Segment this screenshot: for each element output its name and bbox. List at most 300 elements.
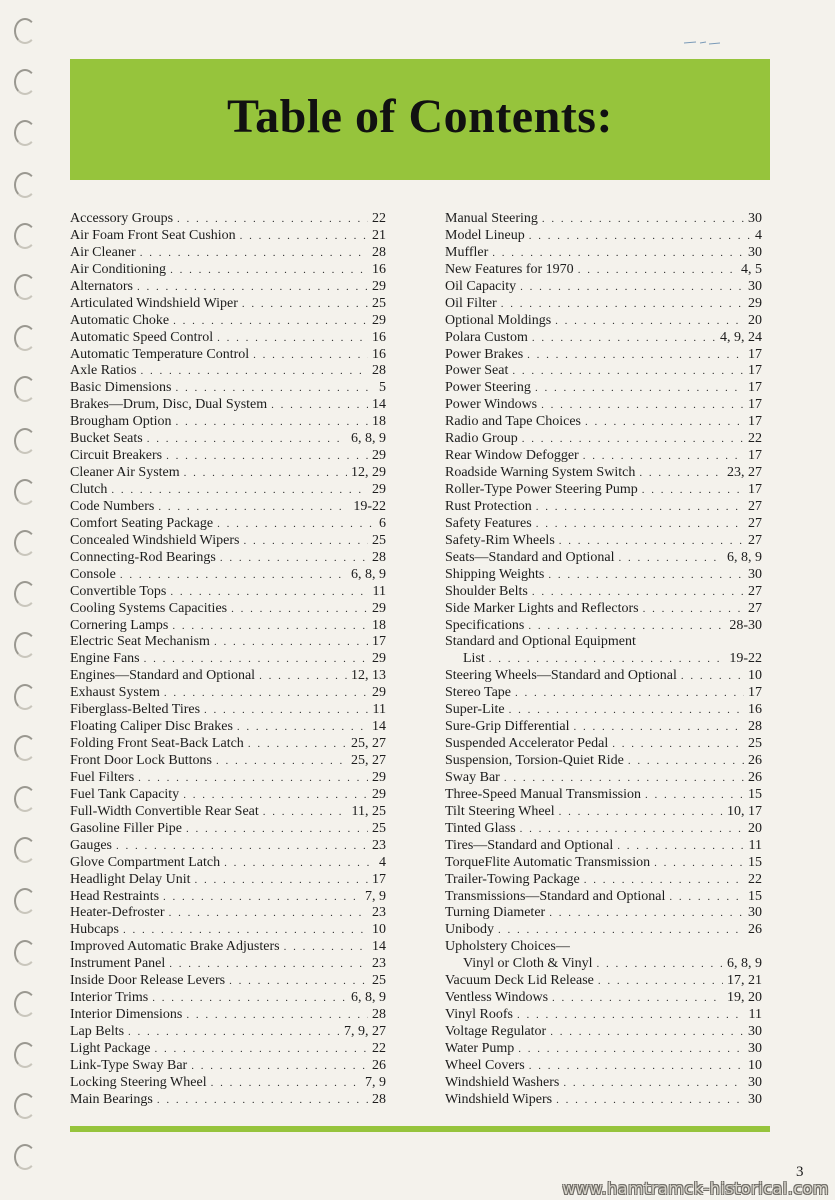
toc-entry	[70, 668, 386, 685]
dot-leader	[157, 1092, 368, 1109]
toc-entry-page: 15	[748, 854, 762, 870]
toc-entry	[70, 448, 386, 465]
toc-entry-title: Power Steering	[445, 380, 531, 396]
toc-entry-title: Head Restraints	[70, 888, 160, 904]
toc-entry	[445, 414, 762, 431]
toc-entry	[70, 245, 386, 262]
title-banner	[70, 59, 770, 180]
dot-leader	[522, 431, 744, 448]
binder-hole	[14, 172, 36, 198]
dot-leader	[271, 397, 368, 414]
toc-entry	[445, 855, 762, 872]
toc-entry	[70, 990, 386, 1007]
dot-leader	[529, 1058, 744, 1075]
dot-leader	[170, 262, 368, 279]
toc-entry	[70, 211, 386, 228]
toc-entry-page: 29	[372, 600, 386, 616]
dot-leader	[116, 838, 368, 855]
toc-entry-page: 7, 9	[365, 1074, 386, 1090]
toc-entry-page: 7, 9	[365, 888, 386, 904]
toc-entry-title: Light Package	[70, 1040, 151, 1056]
toc-entry-page: 25, 27	[351, 753, 386, 768]
toc-entry	[70, 770, 386, 787]
toc-entry-title: Brougham Option	[70, 414, 172, 430]
toc-entry-page: 11	[748, 1007, 762, 1023]
toc-entry-page: 19, 20	[727, 990, 762, 1006]
toc-entry	[445, 347, 762, 364]
toc-entry-page: 27	[748, 532, 762, 548]
dot-leader	[216, 753, 347, 770]
toc-entry-page: 11	[372, 583, 386, 599]
dot-leader	[509, 702, 744, 719]
toc-entry-page: 17	[748, 414, 762, 430]
toc-entry-title: Cleaner Air System	[70, 465, 180, 481]
binder-hole	[14, 120, 36, 146]
toc-entry-page: 25	[372, 820, 386, 836]
toc-entry-title: Muffler	[445, 244, 489, 260]
toc-entry	[70, 414, 386, 431]
toc-entry-title: Rust Protection	[445, 498, 532, 514]
dot-leader	[259, 668, 347, 685]
toc-entry	[445, 516, 762, 533]
toc-entry-page: 29	[372, 769, 386, 785]
toc-entry-page: 25, 27	[351, 736, 386, 752]
toc-entry-title: Axle Ratios	[70, 363, 137, 379]
toc-column-right	[445, 211, 762, 1109]
dot-leader	[552, 990, 723, 1007]
dot-leader	[120, 567, 347, 584]
toc-entry-title: Gasoline Filler Pipe	[70, 820, 182, 836]
dot-leader	[492, 245, 744, 262]
toc-entry-page: 17	[748, 363, 762, 379]
dot-leader	[518, 1041, 744, 1058]
toc-entry	[445, 380, 762, 397]
toc-entry-title: Trailer-Towing Package	[445, 871, 580, 887]
toc-entry-page: 17	[748, 397, 762, 413]
toc-entry-page: 14	[372, 939, 386, 955]
toc-entry-title: Basic Dimensions	[70, 380, 172, 396]
toc-entry-title: Safety Features	[445, 515, 532, 531]
toc-entry	[445, 838, 762, 855]
dot-leader	[532, 584, 744, 601]
toc-entry-page: 18	[372, 414, 386, 430]
binder-hole	[14, 735, 36, 761]
toc-entry	[445, 736, 762, 753]
toc-entry	[70, 347, 386, 364]
toc-entry-title: Automatic Temperature Control	[70, 346, 250, 362]
dot-leader	[220, 550, 368, 567]
toc-entry-page: 10, 17	[727, 803, 762, 819]
toc-entry-page: 29	[372, 312, 386, 328]
toc-entry-title: Gauges	[70, 837, 112, 853]
toc-entry	[445, 533, 762, 550]
toc-entry-page: 17	[372, 634, 386, 650]
toc-entry-page: 27	[748, 498, 762, 514]
toc-entry	[445, 296, 762, 313]
binder-hole	[14, 940, 36, 966]
toc-entry	[70, 618, 386, 635]
toc-entry	[445, 550, 762, 567]
toc-entry-title: Link-Type Sway Bar	[70, 1057, 188, 1073]
dot-leader	[111, 482, 368, 499]
toc-entry	[70, 431, 386, 448]
toc-entry-page: 30	[748, 211, 762, 226]
toc-entry-page: 27	[748, 583, 762, 599]
toc-entry	[70, 1092, 386, 1109]
toc-entry	[445, 753, 762, 770]
toc-entry-title: Power Brakes	[445, 346, 524, 362]
toc-entry-page: 23	[372, 837, 386, 853]
binder-hole	[14, 428, 36, 454]
toc-entry	[445, 211, 762, 228]
toc-entry-title: Alternators	[70, 278, 133, 294]
dot-leader	[217, 330, 368, 347]
toc-entry-title: Safety-Rim Wheels	[445, 532, 555, 548]
dot-leader	[152, 990, 347, 1007]
toc-entry-title: Fuel Filters	[70, 769, 135, 785]
toc-entry	[70, 567, 386, 584]
toc-entry	[70, 296, 386, 313]
toc-entry-title: Seats—Standard and Optional	[445, 549, 615, 565]
toc-entry	[445, 1092, 762, 1109]
dot-leader	[532, 330, 716, 347]
toc-entry-title: Glove Compartment Latch	[70, 854, 221, 870]
toc-entry-page: 10	[372, 922, 386, 938]
toc-entry-page: 30	[748, 1074, 762, 1090]
binder-hole	[14, 69, 36, 95]
toc-entry-title: Tilt Steering Wheel	[445, 803, 555, 819]
dot-leader	[147, 431, 347, 448]
toc-entry-title: Sure-Grip Differential	[445, 719, 570, 735]
dot-leader	[144, 651, 368, 668]
toc-entry	[70, 313, 386, 330]
dot-leader	[542, 211, 744, 228]
toc-entry	[70, 685, 386, 702]
toc-entry	[70, 1024, 386, 1041]
toc-entry	[445, 262, 762, 279]
dot-leader	[643, 601, 744, 618]
toc-entry-page: 25	[372, 973, 386, 989]
toc-entry-page: 6	[379, 515, 386, 531]
toc-entry-page: 4	[755, 227, 762, 243]
toc-entry-title: Shipping Weights	[445, 566, 545, 582]
dot-leader	[164, 685, 368, 702]
toc-column-left	[70, 211, 386, 1109]
dot-leader	[642, 482, 744, 499]
toc-entry-title: Locking Steering Wheel	[70, 1074, 207, 1090]
toc-entry-page: 22	[372, 1040, 386, 1056]
toc-entry-title: Full-Width Convertible Rear Seat	[70, 803, 259, 819]
toc-entry-page: 12, 29	[351, 465, 386, 481]
dot-leader	[253, 347, 368, 364]
toc-entry-page: 16	[372, 329, 386, 345]
dot-leader	[229, 973, 368, 990]
dot-leader	[214, 634, 368, 651]
binder-hole	[14, 888, 36, 914]
toc-entry	[445, 973, 762, 990]
toc-entry-title: Console	[70, 566, 116, 582]
dot-leader	[123, 922, 368, 939]
dot-leader	[217, 516, 375, 533]
toc-entry-title: Electric Seat Mechanism	[70, 634, 210, 650]
toc-entry	[70, 956, 386, 973]
toc-entry-page: 4, 9, 24	[720, 329, 762, 345]
toc-entry-title: Cooling Systems Capacities	[70, 600, 228, 616]
toc-entry-page: 17	[748, 482, 762, 497]
toc-entry-page: 29	[372, 786, 386, 802]
toc-entry	[70, 736, 386, 753]
toc-entry-title: Suspended Accelerator Pedal	[445, 736, 609, 752]
toc-entry	[70, 787, 386, 804]
toc-entry-page: 28	[372, 244, 386, 260]
toc-entry	[445, 685, 762, 702]
toc-entry-page: 14	[372, 397, 386, 413]
bottom-rule	[70, 1126, 770, 1132]
toc-entry	[70, 872, 386, 889]
toc-entry	[70, 380, 386, 397]
dot-leader	[140, 245, 368, 262]
toc-entry-page: 29	[372, 278, 386, 294]
toc-entry-title: Standard and Optional Equipment	[445, 634, 636, 650]
toc-entry-title: Brakes—Drum, Disc, Dual System	[70, 397, 268, 413]
dot-leader	[504, 770, 744, 787]
dot-leader	[512, 363, 744, 380]
toc-entry	[70, 821, 386, 838]
dot-leader	[137, 279, 368, 296]
dot-leader	[628, 753, 744, 770]
toc-entry	[445, 1075, 762, 1092]
toc-entry-title: Lap Belts	[70, 1024, 125, 1039]
binder-hole	[14, 530, 36, 556]
toc-entry-page: 25	[372, 295, 386, 311]
page-number: 3	[796, 1164, 804, 1180]
toc-entry-title: Voltage Regulator	[445, 1024, 547, 1039]
toc-entry	[445, 618, 762, 635]
toc-entry-page: 14	[372, 719, 386, 735]
toc-entry-title: Water Pump	[445, 1040, 515, 1056]
toc-entry	[445, 651, 762, 668]
toc-entry-title: New Features for 1970	[445, 261, 574, 277]
toc-entry-page: 30	[748, 1024, 762, 1039]
dot-leader	[204, 702, 368, 719]
toc-entry-page: 17, 21	[727, 973, 762, 989]
toc-entry-page: 16	[372, 346, 386, 362]
binder-holes	[14, 18, 44, 1188]
toc-entry	[70, 482, 386, 499]
dot-leader	[172, 618, 368, 635]
toc-entry-title: Power Seat	[445, 363, 509, 379]
binder-hole	[14, 581, 36, 607]
toc-entry	[70, 905, 386, 922]
toc-entry-title: Floating Caliper Disc Brakes	[70, 719, 233, 735]
toc-entry-title: Three-Speed Manual Transmission	[445, 786, 641, 802]
toc-entry	[445, 1058, 762, 1075]
toc-entry	[70, 753, 386, 770]
toc-entry-page: 28	[748, 719, 762, 735]
toc-entry-title: Ventless Windows	[445, 990, 549, 1006]
toc-entry-title: Vacuum Deck Lid Release	[445, 973, 594, 989]
dot-leader	[240, 228, 368, 245]
dot-leader	[176, 414, 369, 431]
toc-entry-page: 29	[372, 448, 386, 464]
toc-entry-page: 16	[748, 702, 762, 718]
toc-entry-title: Windshield Wipers	[445, 1091, 553, 1107]
dot-leader	[191, 1058, 368, 1075]
toc-entry-title: Tires—Standard and Optional	[445, 837, 614, 853]
toc-entry-title: Radio and Tape Choices	[445, 414, 582, 430]
toc-entry	[445, 601, 762, 618]
toc-entry-page: 19-22	[353, 498, 386, 514]
toc-entry-page: 17	[748, 685, 762, 701]
toc-entry-title: Oil Filter	[445, 295, 497, 311]
toc-entry-page: 27	[748, 600, 762, 616]
watermark: www.hamtramck-historical.com	[562, 1179, 829, 1198]
toc-entry	[445, 228, 762, 245]
toc-entry	[70, 279, 386, 296]
toc-entry-page: 6, 8, 9	[727, 956, 762, 972]
toc-entry-title: Power Windows	[445, 397, 538, 413]
toc-entry	[70, 499, 386, 516]
toc-entry-page: 20	[748, 820, 762, 836]
toc-entry	[445, 889, 762, 906]
dot-leader	[224, 855, 375, 872]
toc-entry-page: 26	[748, 769, 762, 785]
dot-leader	[549, 905, 744, 922]
toc-entry-page: 4	[379, 854, 386, 870]
binder-hole	[14, 837, 36, 863]
toc-entry-title: Transmissions—Standard and Optional	[445, 888, 666, 904]
toc-entry-title: Hubcaps	[70, 922, 119, 938]
toc-entry	[70, 533, 386, 550]
toc-entry	[70, 702, 386, 719]
toc-entry	[445, 905, 762, 922]
toc-entry	[445, 448, 762, 465]
toc-entry-page: 25	[372, 532, 386, 548]
dot-leader	[138, 770, 368, 787]
toc-entry-title: Upholstery Choices—	[445, 939, 570, 955]
toc-entry-page: 6, 8, 9	[351, 990, 386, 1006]
dot-leader	[263, 804, 348, 821]
toc-entry	[445, 872, 762, 889]
toc-entry-page: 25	[748, 736, 762, 752]
toc-entry-page: 22	[748, 871, 762, 887]
toc-entry-title: Polara Custom	[445, 329, 528, 345]
toc-entry	[445, 245, 762, 262]
binder-hole	[14, 991, 36, 1017]
toc-entry-title: Optional Moldings	[445, 312, 552, 328]
pencil-mark	[682, 38, 722, 46]
dot-leader	[520, 821, 744, 838]
toc-entry-title: Air Conditioning	[70, 261, 167, 277]
dot-leader	[183, 787, 368, 804]
toc-entry-page: 17	[748, 448, 762, 464]
dot-leader	[597, 956, 723, 973]
dot-leader	[548, 567, 744, 584]
dot-leader	[141, 363, 369, 380]
toc-entry	[70, 1075, 386, 1092]
toc-entry-title: Front Door Lock Buttons	[70, 753, 212, 768]
toc-entry-title: Exhaust System	[70, 685, 160, 701]
toc-entry-page: 6, 8, 9	[727, 549, 762, 565]
binder-hole	[14, 1093, 36, 1119]
toc-entry-page: 28	[372, 549, 386, 565]
toc-entry-page: 26	[748, 753, 762, 768]
toc-entry-page: 29	[372, 685, 386, 701]
toc-entry-title: Bucket Seats	[70, 431, 143, 447]
dot-leader	[617, 838, 744, 855]
dot-leader	[669, 889, 744, 906]
toc-entry-page: 17	[748, 380, 762, 396]
toc-entry-page: 29	[372, 651, 386, 667]
toc-entry-page: 23	[372, 905, 386, 921]
toc-entry-title: Roadside Warning System Switch	[445, 465, 636, 481]
toc-entry	[445, 279, 762, 296]
toc-entry-title: Shoulder Belts	[445, 583, 528, 599]
toc-entry	[445, 821, 762, 838]
toc-entry	[445, 668, 762, 685]
dot-leader	[158, 499, 349, 516]
dot-leader	[237, 719, 368, 736]
toc-entry-title: Cornering Lamps	[70, 617, 169, 633]
dot-leader	[645, 787, 744, 804]
dot-leader	[598, 973, 723, 990]
toc-entry-title: Connecting-Rod Bearings	[70, 549, 216, 565]
toc-entry-page: 11, 25	[351, 803, 386, 819]
dot-leader	[176, 380, 376, 397]
toc-entry-title: Wheel Covers	[445, 1057, 525, 1073]
toc-entry	[445, 787, 762, 804]
dot-leader	[555, 313, 744, 330]
binder-hole	[14, 223, 36, 249]
toc-entry	[70, 1058, 386, 1075]
toc-entry	[445, 719, 762, 736]
toc-entry-title: Articulated Windshield Wiper	[70, 295, 238, 311]
toc-entry-page: 27	[748, 515, 762, 531]
toc-entry	[445, 634, 762, 651]
toc-entry	[445, 397, 762, 414]
dot-leader	[585, 414, 744, 431]
toc-entry-title: Improved Automatic Brake Adjusters	[70, 939, 280, 955]
toc-entry-page: 28-30	[729, 617, 762, 633]
toc-entry	[445, 584, 762, 601]
binder-hole	[14, 376, 36, 402]
dot-leader	[284, 939, 368, 956]
dot-leader	[248, 736, 347, 753]
toc-entry-title: Instrument Panel	[70, 956, 166, 972]
toc-entry-title: Automatic Speed Control	[70, 329, 214, 345]
dot-leader	[501, 296, 744, 313]
toc-entry	[70, 516, 386, 533]
binder-hole	[14, 18, 36, 44]
toc-entry	[70, 855, 386, 872]
dot-leader	[163, 889, 361, 906]
toc-entry-title: Fiberglass-Belted Tires	[70, 702, 201, 718]
toc-entry-title: Turning Diameter	[445, 905, 546, 921]
toc-entry-page: 30	[748, 1091, 762, 1107]
toc-entry-title: Tinted Glass	[445, 820, 516, 836]
toc-entry-page: 6, 8, 9	[351, 431, 386, 447]
toc-entry	[445, 990, 762, 1007]
toc-entry-page: 15	[748, 888, 762, 904]
dot-leader	[242, 296, 368, 313]
toc-entry	[445, 465, 762, 482]
binder-hole	[14, 684, 36, 710]
toc-entry	[70, 719, 386, 736]
toc-entry	[445, 482, 762, 499]
toc-entry-title: Concealed Windshield Wipers	[70, 532, 240, 548]
toc-entry-page: 29	[748, 295, 762, 311]
toc-entry	[445, 363, 762, 380]
